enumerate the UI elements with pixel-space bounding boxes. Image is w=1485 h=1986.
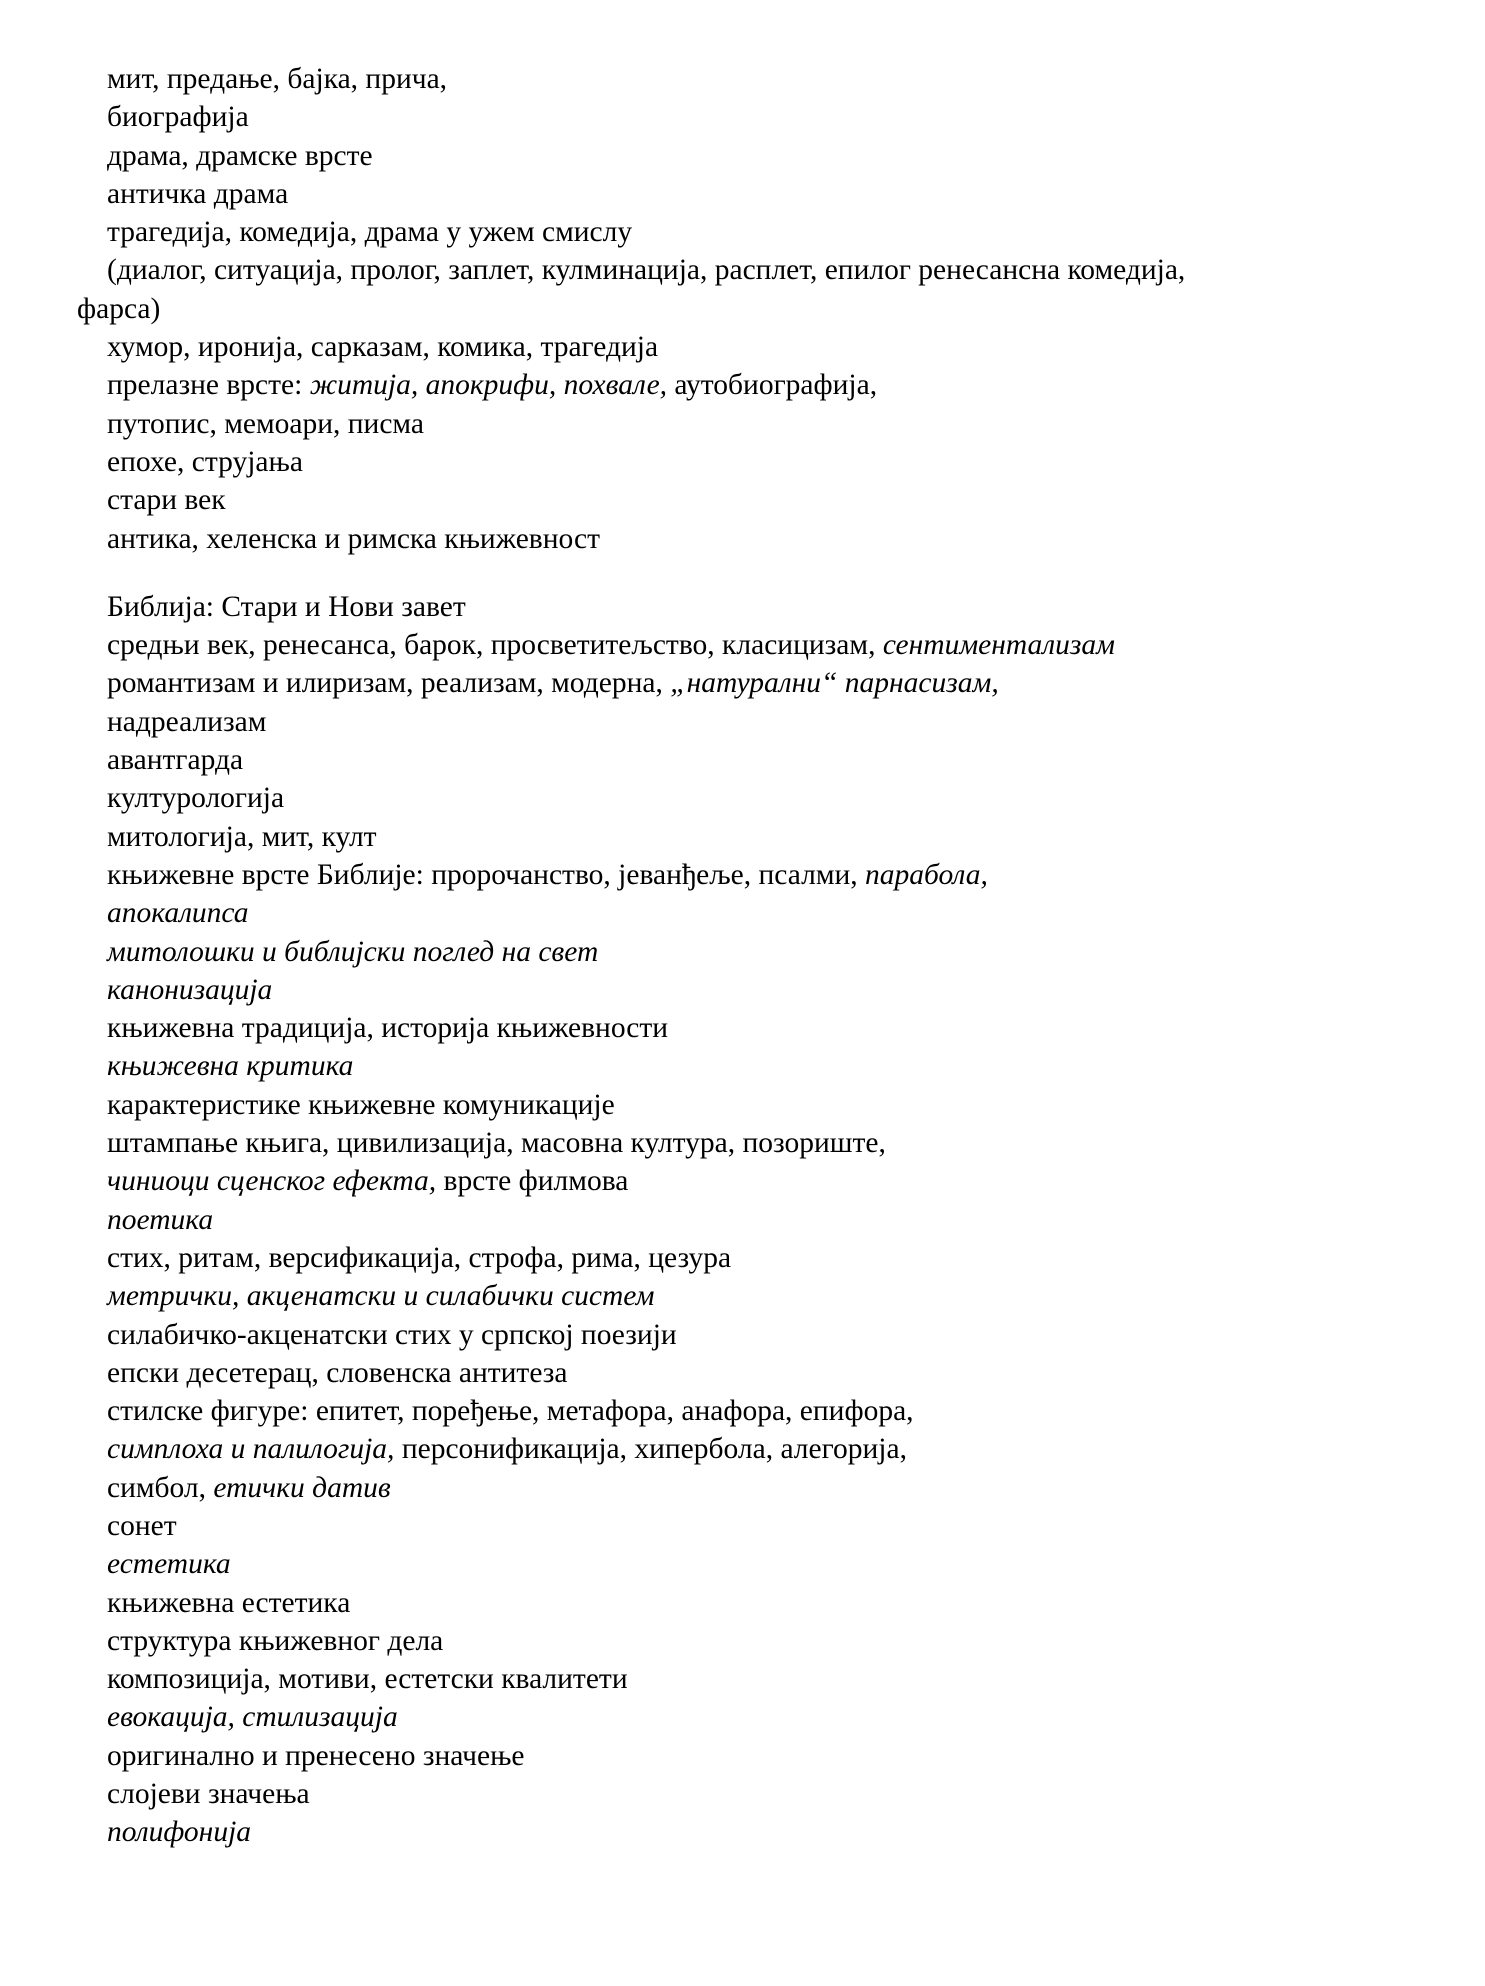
italic-term: „натурални“ парнасизам, xyxy=(670,667,999,700)
term-line xyxy=(77,213,1445,251)
line-text: оригинално и пренесено значење xyxy=(107,1739,525,1772)
term-line xyxy=(77,779,1445,817)
line-text: надреализам xyxy=(107,705,267,738)
term-line xyxy=(77,1124,1445,1162)
term-line xyxy=(77,818,1445,856)
line-text: културологија xyxy=(107,782,285,815)
italic-term: житија, апокрифи, похвале, xyxy=(309,369,668,402)
italic-term: сентиментализам xyxy=(882,629,1115,662)
term-line xyxy=(77,1392,1445,1430)
term-line xyxy=(77,1239,1445,1277)
term-line xyxy=(77,894,1445,932)
term-line xyxy=(77,1047,1445,1085)
term-line xyxy=(77,1086,1445,1124)
line-text: персонификација, хипербола, алегорија, xyxy=(394,1433,907,1466)
term-line xyxy=(77,1507,1445,1545)
term-line xyxy=(77,703,1445,741)
italic-term: етички датив xyxy=(213,1471,391,1504)
term-line xyxy=(77,1660,1445,1698)
term-line xyxy=(77,1162,1445,1200)
term-line xyxy=(77,1009,1445,1047)
line-text: књижевне врсте Библије: пророчанство, јеванђеље, псалми, xyxy=(107,858,866,891)
italic-term: апокалипса xyxy=(107,897,249,930)
term-line xyxy=(77,664,1445,702)
line-text: карактеристике књижевне комуникације xyxy=(107,1088,615,1121)
line-text: књижевна естетика xyxy=(107,1586,351,1619)
line-text: антика, хеленска и римска књижевност xyxy=(107,522,600,555)
term-line xyxy=(77,1469,1445,1507)
italic-term: метрички, акценатски и силабички систем xyxy=(107,1280,655,1313)
line-text: књижевна традиција, историја књижевности xyxy=(107,1012,669,1045)
line-text: (диалог, ситуација, пролог, заплет, кулминација, расплет, епилог ренесансна комедија, xyxy=(107,254,1186,287)
line-text: сонет xyxy=(107,1509,177,1542)
line-text: симбол, xyxy=(107,1471,214,1504)
term-line xyxy=(77,328,1445,366)
term-line xyxy=(77,1316,1445,1354)
line-text: стилске фигуре: епитет, поређење, метафора, анафора, епифора, xyxy=(107,1395,914,1428)
line-text: слојеви значења xyxy=(107,1778,310,1811)
term-line xyxy=(77,1201,1445,1239)
term-line xyxy=(77,626,1445,664)
line-text: штампање књига, цивилизација, масовна култура, позориште, xyxy=(107,1127,886,1160)
italic-term: симплоха и палилогија, xyxy=(107,1433,395,1466)
line-text: античка драма xyxy=(107,177,289,210)
term-line xyxy=(77,405,1445,443)
term-line xyxy=(77,520,1445,558)
italic-term: евокација, стилизација xyxy=(107,1701,398,1734)
line-text: епски десетерац, словенска антитеза xyxy=(107,1356,568,1389)
line-text: фарса) xyxy=(77,292,161,325)
line-text: биографија xyxy=(107,101,249,134)
term-line xyxy=(77,1737,1445,1775)
italic-term: естетика xyxy=(107,1548,231,1581)
term-line xyxy=(77,741,1445,779)
term-line xyxy=(77,175,1445,213)
italic-term: парабола, xyxy=(865,858,988,891)
line-text: стих, ритам, версификација, строфа, рима, цезура xyxy=(107,1241,732,1274)
line-text: хумор, иронија, сарказам, комика, трагедија xyxy=(107,331,659,364)
italic-term: књижевна критика xyxy=(107,1050,354,1083)
term-line xyxy=(77,98,1445,136)
term-line xyxy=(77,366,1445,404)
drama-terms-paragraph xyxy=(77,251,1445,328)
term-line xyxy=(77,856,1445,894)
term-line xyxy=(77,251,1445,289)
line-text: стари век xyxy=(107,484,226,517)
line-text: аутобиографија, xyxy=(667,369,878,402)
term-line xyxy=(77,481,1445,519)
italic-term: канонизација xyxy=(107,973,273,1006)
line-text: драма, драмске врсте xyxy=(107,139,373,172)
line-text: авантгарда xyxy=(107,744,244,777)
term-line xyxy=(77,1430,1445,1468)
line-text: митологија, мит, култ xyxy=(107,820,377,853)
term-line xyxy=(77,588,1445,626)
term-line xyxy=(77,1584,1445,1622)
term-line xyxy=(77,1622,1445,1660)
term-line xyxy=(77,971,1445,1009)
line-text: трагедија, комедија, драма у ужем смислу xyxy=(107,216,633,249)
term-line xyxy=(77,933,1445,971)
term-line xyxy=(77,1354,1445,1392)
line-text: прелазне врсте: xyxy=(107,369,310,402)
line-text: врсте филмова xyxy=(436,1165,629,1198)
line-text: путопис, мемоари, писма xyxy=(107,407,424,440)
line-text: силабичко-акценатски стих у српској поезији xyxy=(107,1318,677,1351)
italic-term: чиниоци сценског ефекта, xyxy=(107,1165,437,1198)
term-line xyxy=(77,1775,1445,1813)
line-text: композиција, мотиви, естетски квалитети xyxy=(107,1663,628,1696)
italic-term: митолошки и библијски поглед на свет xyxy=(107,935,599,968)
term-line xyxy=(77,443,1445,481)
term-line xyxy=(77,137,1445,175)
term-line xyxy=(77,290,1445,328)
term-line xyxy=(77,1545,1445,1583)
term-line xyxy=(77,1813,1445,1851)
line-text: епохе, струјања xyxy=(107,445,303,478)
line-text: Библија: Стари и Нови завет xyxy=(107,590,466,623)
line-text: романтизам и илиризам, реализам, модерна, xyxy=(107,667,671,700)
term-line xyxy=(77,1277,1445,1315)
italic-term: полифонија xyxy=(107,1816,252,1849)
term-line xyxy=(77,60,1445,98)
line-text: средњи век, ренесанса, барок, просветитељство, класицизам, xyxy=(107,629,883,662)
term-line xyxy=(77,1698,1445,1736)
line-text: структура књижевног дела xyxy=(107,1624,444,1657)
italic-term: поетика xyxy=(107,1203,214,1236)
line-text: мит, предање, бајка, прича, xyxy=(107,63,448,95)
